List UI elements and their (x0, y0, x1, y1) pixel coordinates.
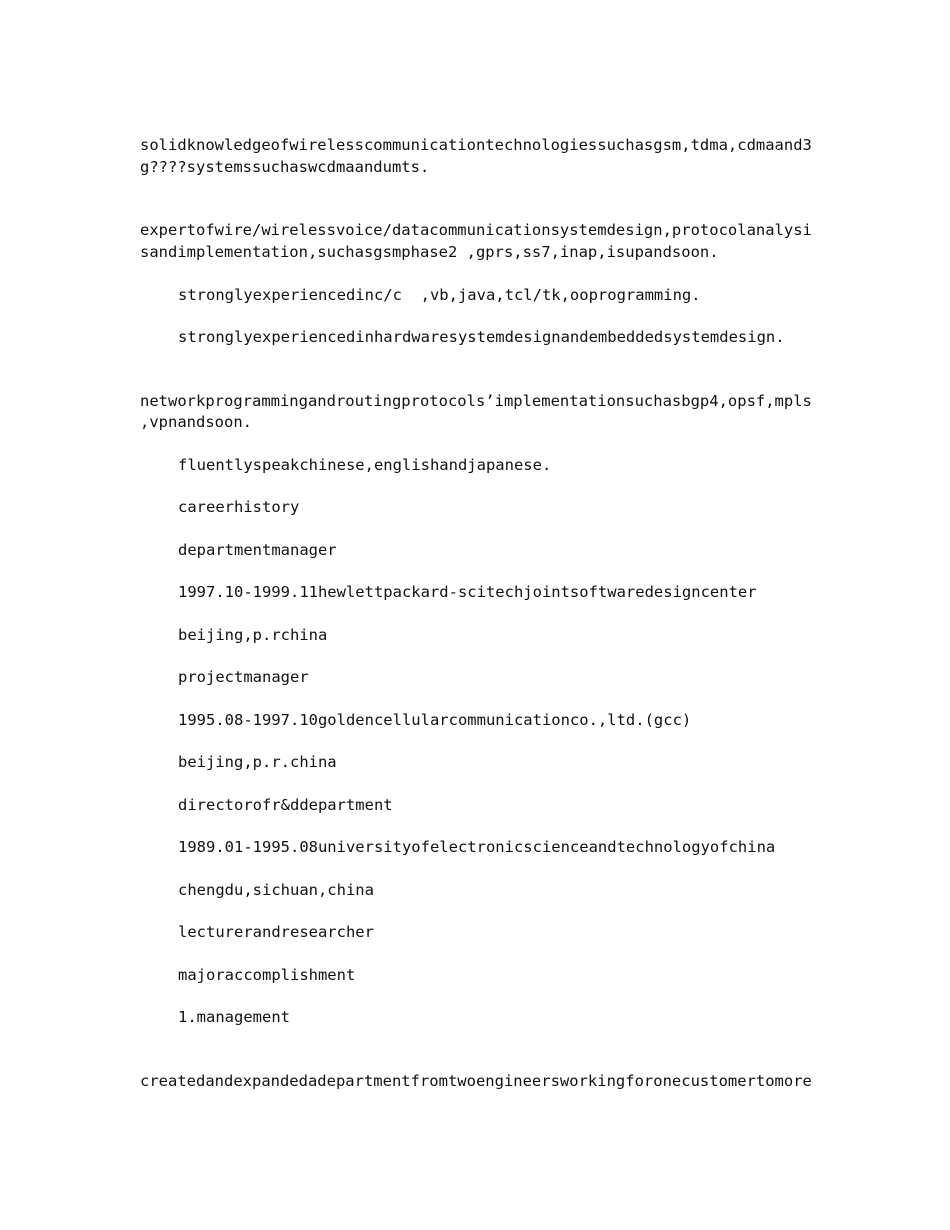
text-line: createdandexpandedadepartmentfromtwoengineersworkingforonecustomertomore (140, 1072, 812, 1090)
job-title: projectmanager (178, 668, 309, 686)
text-line: ,vpnandsoon. (140, 413, 252, 431)
subsection-heading: 1.management (178, 1008, 290, 1026)
text-line: sandimplementation,suchasgsmphase2 ,gprs,ss7,inap,isupandsoon. (140, 243, 719, 261)
job-location: beijing,p.rchina (178, 626, 328, 644)
job-title: directorofr&ddepartment (178, 796, 393, 814)
section-heading: majoraccomplishment (178, 966, 356, 984)
text-line: stronglyexperiencedinhardwaresystemdesignandembeddedsystemdesign. (178, 328, 785, 346)
section-heading: careerhistory (178, 498, 300, 516)
job-location: chengdu,sichuan,china (178, 881, 374, 899)
job-title: departmentmanager (178, 541, 337, 559)
job-period: 1995.08-1997.10goldencellularcommunicationco.,ltd.(gcc) (178, 711, 692, 729)
text-line: g????systemssuchaswcdmaandumts. (140, 158, 430, 176)
text-line: fluentlyspeakchinese,englishandjapanese. (178, 456, 552, 474)
job-location: beijing,p.r.china (178, 753, 337, 771)
text-line: networkprogrammingandroutingprotocols’implementationsuchasbgp4,opsf,mpls (140, 392, 812, 410)
text-line: solidknowledgeofwirelesscommunicationtechnologiessuchasgsm,tdma,cdmaand3 (140, 136, 812, 154)
text-line: expertofwire/wirelessvoice/datacommunicationsystemdesign,protocolanalysi (140, 221, 812, 239)
text-line: stronglyexperiencedinc/c ,vb,java,tcl/tk,ooprogramming. (178, 286, 701, 304)
job-period: 1997.10-1999.11hewlettpackard-scitechjointsoftwaredesigncenter (178, 583, 757, 601)
job-period: 1989.01-1995.08universityofelectronicscienceandtechnologyofchina (178, 838, 776, 856)
job-title: lecturerandresearcher (178, 923, 374, 941)
